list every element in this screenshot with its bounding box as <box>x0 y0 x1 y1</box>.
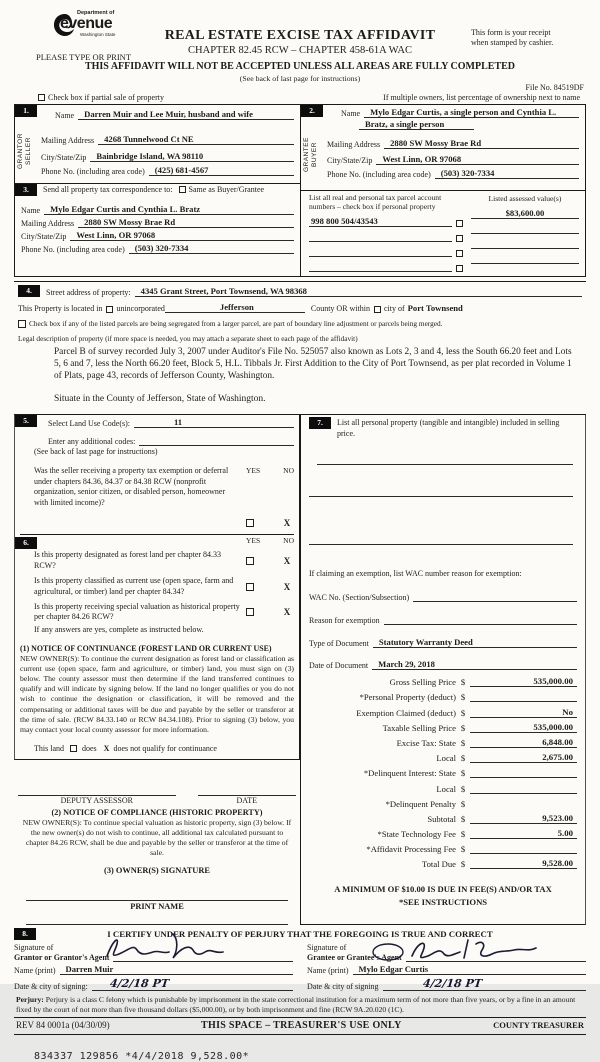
buyer-name-label: Name <box>341 109 361 118</box>
street-address-field[interactable]: 4345 Grant Street, Port Townsend, WA 98368 <box>135 286 363 297</box>
rev-number: REV 84 0001a (04/30/09) <box>16 1019 110 1030</box>
unincorporated-label: unincorporated <box>116 304 165 314</box>
assessed-value-field-2[interactable] <box>471 224 579 234</box>
owners-signature-heading: (3) OWNER(S) SIGNATURE <box>104 866 210 876</box>
excise-tax-state-field[interactable]: 6,848.00 <box>470 737 577 748</box>
qualify-row: This land does X does not qualify for continuance <box>34 744 217 754</box>
top-row <box>0 93 600 104</box>
parcel-heading: List all real and personal tax parcel account numbers – check box if personal property <box>309 193 442 212</box>
left-half <box>15 105 300 276</box>
section5-question-row <box>20 466 294 528</box>
city-of-label: city of <box>384 304 405 314</box>
unincorporated-checkbox[interactable] <box>106 306 113 313</box>
amount-row: Excise Tax: State $ 6,848.00 <box>309 737 577 748</box>
grantor-name-print-field[interactable]: Darren Muir <box>60 964 293 975</box>
personal-property-checkbox-2[interactable] <box>456 235 463 242</box>
wac-no-field[interactable] <box>413 592 577 602</box>
partial-sale-checkbox[interactable] <box>38 94 45 101</box>
forest-land-question-row: Is this property designated as forest land per chapter 84.33 RCW? X <box>20 550 294 571</box>
grantor-signature-block <box>14 943 293 991</box>
amount-row: Total Due $ 9,528.00 <box>309 858 577 869</box>
assessed-value-heading: Listed assessed value(s) <box>488 194 562 203</box>
continuance-body: NEW OWNER(S): To continue the current designation as forest land or classification as current use (open space, farm and agriculture, or timber) land, you must sign on (3) below. The county assessor must then determine if the land transferred continues to qualify and will indicate by signing below. If the land no longer qualifies or you do not wish to continue the designation or classification, it will be removed and the compensating or additional taxes will be due and payable by the seller or transferor at the time of sale. (RCW 84.33.140 or RCW 84.34.108). Prior to signing (3) below, you may contact your local county assessor for more information. <box>20 653 294 734</box>
street-address-label: Street address of property: <box>46 288 131 298</box>
affidavit-processing-fee-field[interactable] <box>470 843 577 854</box>
correspondence-heading: Send all property tax correspondence to: <box>43 185 173 194</box>
county-field[interactable]: Jefferson <box>165 302 305 313</box>
same-as-buyer-checkbox[interactable] <box>179 186 186 193</box>
seller-csz-field[interactable]: Bainbridge Island, WA 98110 <box>90 151 294 162</box>
parcel-number-field-1[interactable]: 998 800 504/43543 <box>309 216 452 227</box>
grantee-signature-block <box>307 943 586 991</box>
grantor-sig-label-1: Signature of <box>14 943 54 953</box>
assessor-date-line[interactable] <box>198 786 296 796</box>
seller-name-label: Name <box>55 111 75 120</box>
deputy-assessor-label: DEPUTY ASSESSOR <box>60 796 133 806</box>
date-of-document-field[interactable]: March 29, 2018 <box>372 659 577 670</box>
personal-property-line-1[interactable] <box>317 455 573 465</box>
assessor-date-label: DATE <box>236 796 257 806</box>
wac-no-label: WAC No. (Section/Subsection) <box>309 593 410 603</box>
yes-label: YES <box>246 466 261 476</box>
located-pre: This Property is located in <box>18 304 103 314</box>
parcel-number-field-3[interactable] <box>309 247 452 257</box>
date-of-document-label: Date of Document <box>309 661 369 671</box>
legal-description-text: Parcel B of survey recorded July 3, 2007 under Auditor's File No. 525057 also known as Lots 2, 3 and 4, less the South 66.20 feet and Lots 5, 6 and 7, less the North 66.20 feet, Block 5, H.L. Tibbals Jr. First Addition to the City of Port Townsend, as per plat recorded in Volume 1 of Plats, page 43, records of Jefferson County, Washington. <box>54 347 572 382</box>
historical-property-question-row: Is this property receiving special valuation as historical property per chapter 84.26 RCW? X <box>20 602 294 623</box>
segregated-checkbox[interactable] <box>18 320 26 328</box>
print-name-label: PRINT NAME <box>130 902 184 912</box>
seller-csz-label: City/State/Zip <box>41 153 87 162</box>
s5-yes-checkbox[interactable] <box>246 519 254 527</box>
additional-codes-label: Enter any additional codes: <box>48 437 136 447</box>
logo-department-of: Department of <box>77 10 115 16</box>
amount-row: Gross Selling Price $ 535,000.00 <box>309 676 577 687</box>
right-column <box>300 415 586 925</box>
seller-phone-label: Phone No. (including area code) <box>41 167 145 176</box>
segregated-label: Check box if any of the listed parcels are being segregated from a larger parcel, are part of boundary line adjustment or parcels being merged. <box>29 319 443 329</box>
personal-property-deduct-field[interactable] <box>470 691 577 702</box>
grantor-signature-line[interactable] <box>113 952 293 962</box>
grantor-date-city-label: Date & city of signing: <box>14 981 88 991</box>
delinquent-interest-state-field[interactable] <box>470 767 577 778</box>
assessor-block <box>14 786 300 925</box>
logo-washington-state: Washington State <box>80 32 116 37</box>
tax-exemption-question: Was the seller receiving a property tax exemption or deferral under chapters 84.36, 84.37 or 84.38 RCW (nonprofit organization, senior citizen, or disabled person, homeowner with limited income)? <box>34 466 229 507</box>
continuance-heading: (1) NOTICE OF CONTINUANCE (FOREST LAND OR CURRENT USE) <box>20 643 272 653</box>
excise-tax-local-field[interactable]: 2,675.00 <box>470 752 577 763</box>
gross-selling-price-field[interactable]: 535,000.00 <box>470 676 577 687</box>
assessed-value-field-3[interactable] <box>471 239 579 249</box>
file-number: File No. 84519DF <box>525 83 584 92</box>
buyer-phone-field[interactable]: (503) 320-7334 <box>435 168 579 179</box>
section-1-seller <box>15 105 300 184</box>
print-name-line[interactable] <box>26 913 288 925</box>
amount-row: *Affidavit Processing Fee $ <box>309 843 577 854</box>
grantor-date-city-field[interactable]: 4/2/18 PT <box>92 977 293 991</box>
exemption-claimed-field[interactable]: No <box>470 707 577 718</box>
exemption-claim-label: If claiming an exemption, list WAC number reason for exemption: <box>309 569 522 579</box>
assessed-value-field-4[interactable] <box>471 254 579 264</box>
assessed-value-field-1[interactable]: $83,600.00 <box>471 208 579 219</box>
does-not-qualify-mark[interactable]: X <box>103 744 110 754</box>
amount-row: *Delinquent Interest: State $ <box>309 767 577 778</box>
section-6-header <box>20 534 294 548</box>
type-of-document-label: Type of Document <box>309 639 369 649</box>
section5-see-back: (See back of last page for instructions) <box>34 447 158 457</box>
treasurer-space-label: THIS SPACE – TREASURER'S USE ONLY <box>201 1019 402 1031</box>
owners-signature-line[interactable] <box>26 889 288 901</box>
parcel-number-field-4[interactable] <box>309 262 452 272</box>
form-header <box>0 0 600 93</box>
delinquent-penalty-field[interactable] <box>470 798 577 809</box>
amount-row: Local $ <box>309 783 577 794</box>
receipt-note: This form is your receipt when stamped by cashier. <box>471 28 554 47</box>
minimum-fee-note: A MINIMUM OF $10.00 IS DUE IN FEE(S) AND/OR TAX *SEE INSTRUCTIONS <box>334 884 552 908</box>
sections-5-6-box <box>14 415 300 760</box>
form-title: REAL ESTATE EXCISE TAX AFFIDAVIT <box>164 28 436 43</box>
grantee-sig-label-1: Signature of <box>307 943 347 953</box>
land-use-label: Select Land Use Code(s): <box>48 419 130 429</box>
parties-box <box>14 104 586 277</box>
parcel-list <box>301 191 585 276</box>
section-6-badge: 6. <box>15 537 37 549</box>
grantee-date-city-field[interactable]: 4/2/18 PT <box>383 977 586 991</box>
buyer-name-field-line1[interactable]: Mylo Edgar Curtis, a single person and Cynthia L. <box>364 107 579 118</box>
personal-property-checkbox-3[interactable] <box>456 250 463 257</box>
grantee-date-city-label: Date & city of signing <box>307 981 379 991</box>
located-mid: County OR within <box>310 304 370 314</box>
s6-no-label: NO <box>283 536 294 546</box>
does-qualify-checkbox[interactable] <box>70 745 77 752</box>
middle-columns <box>14 414 586 925</box>
right-half <box>300 105 585 276</box>
corr-phone-field[interactable]: (503) 320-7334 <box>129 243 294 254</box>
section6-note: If any answers are yes, complete as instructed below. <box>34 624 204 634</box>
signature-area <box>14 943 586 991</box>
personal-property-heading: List all personal property (tangible and intangible) included in selling price. <box>337 418 560 438</box>
form-subtitle: CHAPTER 82.45 RCW – CHAPTER 458-61A WAC <box>188 45 412 56</box>
see-back-note: (See back of last page for instructions) <box>239 74 361 83</box>
grantee-sig-label-2: Grantee or Grantee's Agent <box>307 952 402 962</box>
grantee-name-print-field[interactable]: Mylo Edgar Curtis <box>353 964 586 975</box>
amount-row: Taxable Selling Price $ 535,000.00 <box>309 722 577 733</box>
legal-description-label: Legal description of property (if more space is needed, you may attach a separate sheet to each page of the affidavit) <box>18 334 358 344</box>
grantee-signature-line[interactable] <box>406 952 586 962</box>
seller-address-field[interactable]: 4268 Tunnelwood Ct NE <box>98 134 294 145</box>
perjury-note: Perjury: Perjury is a class C felony which is punishable by imprisonment in the state correctional institution for a maximum term of not more than five years, or by a fine in an amount fixed by the court of not more than five thousand dollars ($5,000.00), or by both imprisonment and fine (RCW 9A.20.020 (1C). <box>14 995 586 1018</box>
corr-phone-label: Phone No. (including area code) <box>21 245 125 254</box>
amount-row: Local $ 2,675.00 <box>309 752 577 763</box>
q2-no-answer[interactable]: X <box>283 581 291 592</box>
amount-row: Subtotal $ 9,523.00 <box>309 813 577 824</box>
footer-row <box>14 1019 586 1035</box>
partial-sale-row <box>38 93 164 102</box>
section-3-badge: 3. <box>15 184 37 196</box>
parcel-number-field-2[interactable] <box>309 232 452 242</box>
reason-exemption-field[interactable] <box>384 615 577 625</box>
corr-name-label: Name <box>21 206 41 215</box>
section-7-badge: 7. <box>309 417 331 429</box>
grantor-name-print-label: Name (print) <box>14 965 56 975</box>
deputy-assessor-signature-line[interactable] <box>18 786 176 796</box>
type-of-document-field[interactable]: Statutory Warranty Deed <box>373 637 577 648</box>
land-use-field[interactable]: 11 <box>134 417 294 428</box>
corr-address-field[interactable]: 2880 SW Mossy Brae Rd <box>78 217 294 228</box>
section-8-certify <box>14 925 586 939</box>
multiple-owners-note: If multiple owners, list percentage of ownership next to name <box>383 93 580 102</box>
current-use-question-row: Is this property classified as current use (open space, farm and agricultural, or timber) land per chapter 84.34? X <box>20 576 294 597</box>
corr-address-label: Mailing Address <box>21 219 75 228</box>
buyer-address-label: Mailing Address <box>327 140 381 149</box>
buyer-name-field-line2[interactable]: Bratz, a single person <box>359 119 474 130</box>
section-3-correspondence <box>15 184 300 259</box>
treasurer-machine-stamp: 834337 129856 *4/4/2018 9,528.00* <box>34 1050 250 1062</box>
q2-yes-checkbox[interactable] <box>246 583 254 591</box>
section-7-header <box>309 417 577 439</box>
total-due-field[interactable]: 9,528.00 <box>470 858 577 869</box>
section-5-badge: 5. <box>15 415 37 427</box>
seller-name-field[interactable]: Darren Muir and Lee Muir, husband and wife <box>78 109 294 120</box>
personal-property-checkbox-4[interactable] <box>456 265 463 272</box>
buyer-csz-field[interactable]: West Linn, OR 97068 <box>376 154 579 165</box>
state-technology-fee-field[interactable]: 5.00 <box>470 828 577 839</box>
personal-property-line-2[interactable] <box>309 487 573 497</box>
personal-property-line-3[interactable] <box>309 535 573 545</box>
reason-exemption-label: Reason for exemption <box>309 616 380 626</box>
corr-name-field[interactable]: Mylo Edgar Curtis and Cynthia L. Bratz <box>44 204 294 215</box>
buyer-grantee-vertical-label: GRANTEE BUYER <box>303 137 318 172</box>
delinquent-interest-local-field[interactable] <box>470 783 577 794</box>
city-checkbox[interactable] <box>374 306 381 313</box>
grantor-sig-label-2: Grantor or Grantor's Agent <box>14 952 110 962</box>
buyer-address-field[interactable]: 2880 SW Mossy Brae Rd <box>384 138 579 149</box>
buyer-csz-label: City/State/Zip <box>327 156 373 165</box>
corr-csz-field[interactable]: West Linn, OR 97068 <box>70 230 294 241</box>
section-8-badge: 8. <box>14 928 36 940</box>
compliance-body: NEW OWNER(S): To continue special valuation as historic property, sign (3) below. If the new owner(s) do not wish to continue, all additional tax calculated pursuant to chapter 84.26 RCW, shall be due and payable by the seller or transferor at the time of sale. <box>22 818 292 858</box>
section-1-badge: 1. <box>15 105 37 117</box>
no-label: NO <box>283 466 294 476</box>
situate-line: Situate in the County of Jefferson, State of Washington. <box>54 394 266 405</box>
section-2-buyer <box>301 105 585 191</box>
section-2-badge: 2. <box>301 105 323 117</box>
left-column <box>14 415 300 925</box>
section-4-property <box>14 281 586 414</box>
q3-yes-checkbox[interactable] <box>246 608 254 616</box>
amount-row: Exemption Claimed (deduct) $ No <box>309 707 577 718</box>
q3-no-answer[interactable]: X <box>283 607 291 618</box>
form-warning: THIS AFFIDAVIT WILL NOT BE ACCEPTED UNLESS ALL AREAS ARE FULLY COMPLETED <box>84 61 516 72</box>
county-treasurer-label: COUNTY TREASURER <box>493 1019 584 1030</box>
logo-revenue: evenue <box>60 15 113 32</box>
seller-address-label: Mailing Address <box>41 136 95 145</box>
buyer-phone-label: Phone No. (including area code) <box>327 170 431 179</box>
grantee-name-print-label: Name (print) <box>307 965 349 975</box>
corr-csz-label: City/State/Zip <box>21 232 67 241</box>
q1-yes-checkbox[interactable] <box>246 557 254 565</box>
seller-grantor-vertical-label: GRANTOR SELLER <box>17 133 32 169</box>
amounts-table <box>309 676 577 869</box>
amount-row: *Personal Property (deduct) $ <box>309 691 577 702</box>
personal-property-checkbox-1[interactable] <box>456 220 463 227</box>
q1-no-answer[interactable]: X <box>283 555 291 566</box>
taxable-selling-price-field[interactable]: 535,000.00 <box>470 722 577 733</box>
amount-row: *State Technology Fee $ 5.00 <box>309 828 577 839</box>
seller-phone-field[interactable]: (425) 681-4567 <box>149 165 294 176</box>
please-type-or-print: PLEASE TYPE OR PRINT <box>36 52 132 62</box>
street-address-field-ext[interactable] <box>362 287 582 297</box>
s6-yes-label: YES <box>246 536 261 546</box>
compliance-heading: (2) NOTICE OF COMPLIANCE (HISTORIC PROPERTY) <box>51 808 263 818</box>
partial-sale-label: Check box if partial sale of property <box>48 93 164 102</box>
subtotal-field[interactable]: 9,523.00 <box>470 813 577 824</box>
amount-row: *Delinquent Penalty $ <box>309 798 577 809</box>
city-value[interactable]: Port Townsend <box>407 303 463 314</box>
additional-codes-field[interactable] <box>139 436 294 446</box>
same-as-buyer-label: Same as Buyer/Grantee <box>188 185 265 194</box>
section-4-badge: 4. <box>18 285 40 297</box>
s5-no-answer[interactable]: X <box>283 518 291 529</box>
certify-statement: I CERTIFY UNDER PENALTY OF PERJURY THAT THE FOREGOING IS TRUE AND CORRECT <box>107 929 493 940</box>
